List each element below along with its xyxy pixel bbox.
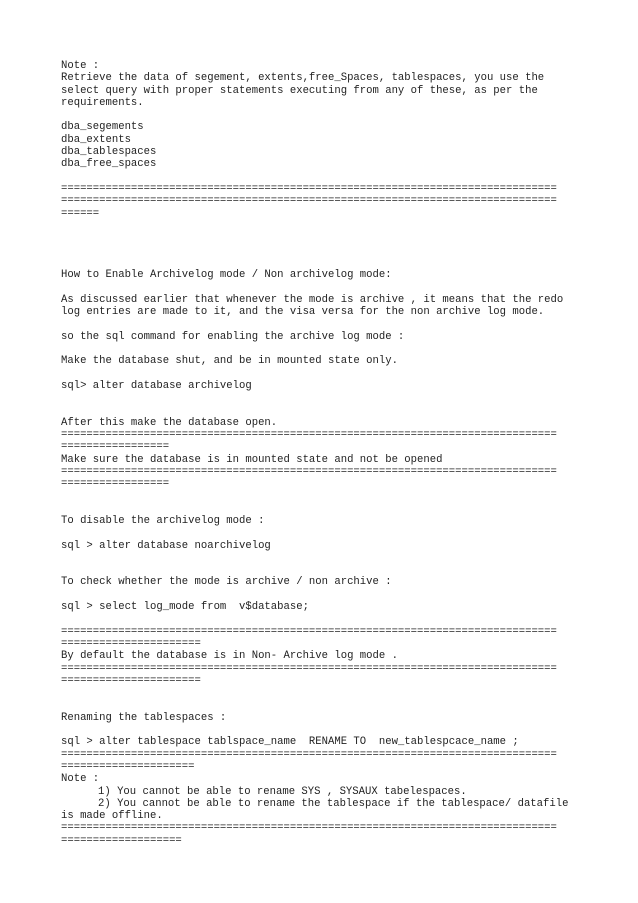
separator-rule: ============================================================================== (61, 748, 557, 761)
paragraph-line: As discussed earlier that whenever the mode is archive , it means that the redo (61, 293, 564, 306)
sql-command: sql > select log_mode from v$database; (61, 601, 309, 614)
note-line: Retrieve the data of segement, extents,free_Spaces, tablespaces, you use the (61, 72, 545, 85)
note-line: select query with proper statements executing from any of these, as per the (61, 84, 538, 97)
paragraph-line: Make the database shut, and be in mounted state only. (61, 355, 398, 368)
note-item: 1) You cannot be able to rename SYS , SYSAUX tabelespaces. (98, 785, 467, 798)
view-name: dba_free_spaces (61, 158, 157, 171)
section-heading: How to Enable Archivelog mode / Non archivelog mode: (61, 269, 392, 282)
paragraph-line: By default the database is in Non- Archive log mode . (61, 650, 398, 663)
view-name: dba_extents (61, 133, 131, 146)
separator-rule: ============================================================================== (61, 465, 557, 478)
sql-command: sql > alter database noarchivelog (61, 539, 271, 552)
section-heading: To check whether the mode is archive / non archive : (61, 576, 392, 589)
paragraph-line: After this make the database open. (61, 416, 278, 429)
separator-rule: ============================================================================== (61, 195, 557, 208)
section-heading: To disable the archivelog mode : (61, 514, 265, 527)
paragraph-line: Make sure the database is in mounted state and not be opened (61, 453, 443, 466)
view-name: dba_segements (61, 121, 144, 134)
note-heading: Note : (61, 773, 100, 786)
separator-rule: ====================== (61, 674, 201, 687)
section-heading: Renaming the tablespaces : (61, 711, 227, 724)
sql-command: sql> alter database archivelog (61, 379, 252, 392)
separator-rule: ================= (61, 441, 170, 454)
note-heading: Note : (61, 60, 100, 72)
document-page (61, 60, 581, 847)
separator-rule: ================= (61, 478, 170, 491)
separator-rule: ============================================================================== (61, 182, 557, 195)
separator-rule: ============================================================================== (61, 822, 557, 835)
separator-rule: ============================================================================== (61, 428, 557, 441)
separator-rule: ============================================================================== (61, 662, 557, 675)
separator-rule: ====== (61, 207, 100, 220)
separator-rule: ============================================================================== (61, 625, 557, 638)
note-line: requirements. (61, 96, 144, 109)
separator-rule: =================== (61, 834, 182, 847)
paragraph-line: log entries are made to it, and the visa versa for the non archive log mode. (61, 305, 545, 318)
sql-command: sql > alter tablespace tablspace_name RENAME TO new_tablespcace_name ; (61, 736, 519, 749)
separator-rule: ====================== (61, 637, 201, 650)
separator-rule: ===================== (61, 760, 195, 773)
paragraph-line: so the sql command for enabling the archive log mode : (61, 330, 405, 343)
view-name: dba_tablespaces (61, 146, 157, 159)
note-item: 2) You cannot be able to rename the tablespace if the tablespace/ datafile (98, 797, 569, 810)
note-item-continuation: is made offline. (61, 810, 163, 823)
